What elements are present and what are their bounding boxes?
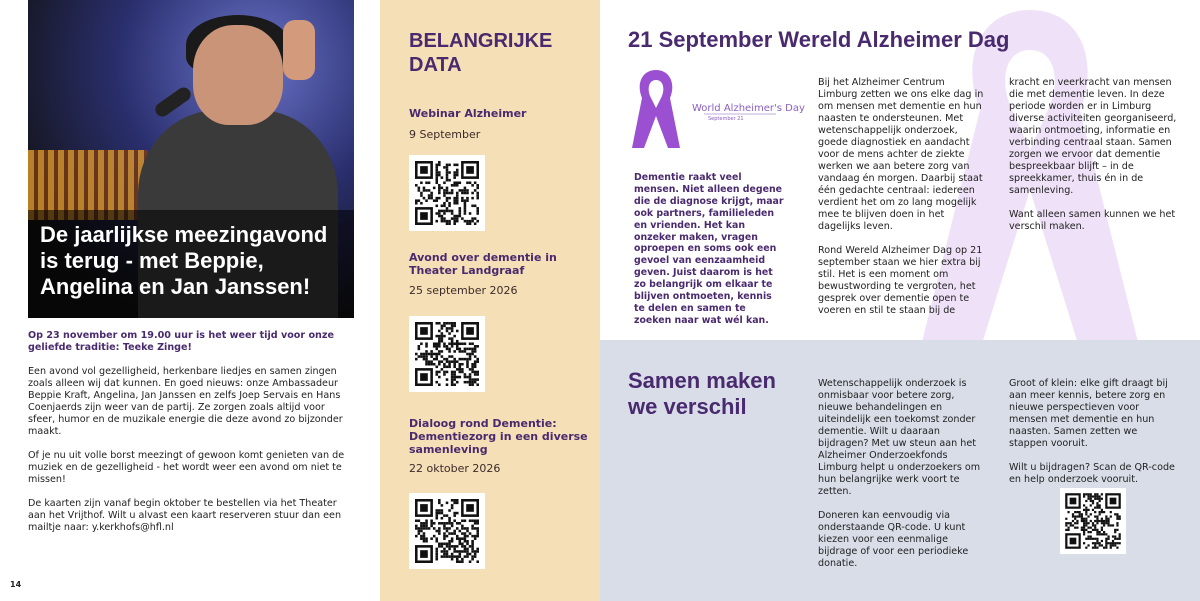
event-title: Dialoog rond Dementie: Dementiezorg in een diverse samenleving	[409, 417, 588, 456]
intro-text: Dementie raakt veel mensen. Niet alleen degene die de diagnose krijgt, maar ook partners, familieleden en vrienden. Het kan onzeker maken, vragen oproepen en soms ook een gevoel van eenzaamheid geven. Juist daarom is het zo belangrijk om elkaar te blijven ontmoeten, kennis te delen en samen te zoeken naar wat wél kan.	[634, 172, 784, 326]
qr-code-dialogue[interactable]	[409, 493, 485, 569]
article-paragraph: Wetenschappelijk onderzoek is onmisbaar voor betere zorg, nieuwe behandelingen en uiteindelijk een toekomst zonder dementie. Wilt u daaraan bijdragen? Met uw steun aan het Alzheimer Onderzoekfonds Limburg helpt u onderzoekers om hun belangrijke werk voort te zetten.	[818, 378, 981, 497]
qr-code-donate[interactable]	[1060, 488, 1126, 554]
donate-column-2	[818, 378, 988, 582]
event-date: 9 September	[409, 128, 481, 141]
article-paragraph: De kaarten zijn vanaf begin oktober te bestellen via het Theater aan het Vrijthof. Wilt u alvast een kaart reserveren stuur dan een mailtje naar: y.kerkhofs@hfl.nl	[28, 498, 342, 533]
donate-section	[600, 340, 1200, 601]
article-paragraph: Want alleen samen kunnen we het verschil maken.	[1009, 209, 1176, 232]
hero-title-banner	[28, 210, 354, 318]
article-paragraph: kracht en veerkracht van mensen die met dementie leven. In deze periode worden er in Limburg diverse activiteiten georganiseerd, waarin ontmoeting, informatie en verbinding centraal staan. Samen zorgen we ervoor dat dementie bespreekbaar blijft – in de spreekkamer, thuis én in de samenleving.	[1009, 77, 1177, 196]
section-heading: 21 September Wereld Alzheimer Dag	[628, 27, 1010, 52]
article-paragraph: Bij het Alzheimer Centrum Limburg zetten we ons elke dag in om mensen met dementie en hun naasten te ondersteunen. Met wetenschappelijk onderzoek, goede diagnostiek en aandacht voor de mens achter de ziekte werken we aan betere zorg van vandaag én morgen. Daarbij staat één gedachte centraal: iedereen verdient het om zo lang mogelijk mee te blijven doen in het dagelijks leven.	[818, 77, 984, 232]
article-lead: Op 23 november om 19.00 uur is het weer tijd voor onze geliefde traditie: Teeke Zinge!	[28, 330, 334, 353]
article-column-3	[1009, 77, 1177, 245]
article-paragraph: Wilt u bijdragen? Scan de QR-code en help onderzoek vooruit.	[1009, 462, 1175, 485]
event-title: Avond over dementie in Theater Landgraaf	[409, 251, 557, 277]
alzheimer-day-section	[600, 0, 1200, 340]
left-page	[0, 0, 380, 601]
left-article	[28, 330, 348, 546]
thumbs-up	[283, 20, 315, 80]
qr-code-webinar[interactable]	[409, 155, 485, 231]
panel-heading: BELANGRIJKE DATA	[409, 30, 553, 76]
event-title: Webinar Alzheimer	[409, 107, 527, 120]
qr-code-theater[interactable]	[409, 316, 485, 392]
section-heading: Samen maken we verschil	[628, 368, 776, 419]
article-paragraph: Groot of klein: elke gift draagt bij aan meer kennis, betere zorg en nieuwe perspectieven voor mensen met dementie en hun naasten. Samen zetten we stappen vooruit.	[1009, 378, 1168, 449]
article-paragraph: Of je nu uit volle borst meezingt of gewoon komt genieten van de muziek en de gezelligheid - het wordt weer een avond om niet te missen!	[28, 450, 345, 485]
page-number: 14	[10, 580, 22, 589]
singer-head	[193, 25, 283, 125]
hero-photo	[28, 0, 354, 318]
microphone	[153, 85, 194, 119]
logo-subtext: September 21	[708, 116, 744, 122]
article-paragraph: Rond Wereld Alzheimer Dag op 21 september staan we hier extra bij stil. Het is een moment om bewustwording te vergroten, het gesprek over dementie open te voeren en stil te staan bij de	[818, 245, 983, 316]
important-dates-panel	[380, 0, 600, 601]
logo-text: World Alzheimer's Day	[692, 103, 805, 114]
event-date: 22 oktober 2026	[409, 462, 501, 475]
article-column-2	[818, 77, 986, 329]
donate-column-3	[1009, 378, 1179, 498]
hero-title: De jaarlijkse meezingavond is terug - met Beppie, Angelina en Jan Janssen!	[40, 222, 328, 299]
article-paragraph: Een avond vol gezelligheid, herkenbare liedjes en samen zingen zoals alleen wij dat kunnen. En goed nieuws: onze Ambassadeur Beppie Kraft, Angelina, Jan Janssen en zelfs Joep Servais en Hans Coenjaerds zijn weer van de partij. Ze zorgen zoals altijd voor sfeer, humor en de muzikale energie die deze avond zo bijzonder maakt.	[28, 366, 343, 437]
event-date: 25 september 2026	[409, 284, 518, 297]
article-paragraph: Doneren kan eenvoudig via onderstaande QR-code. U kunt kiezen voor een eenmalige bijdrage of voor een periodieke donatie.	[818, 510, 969, 569]
